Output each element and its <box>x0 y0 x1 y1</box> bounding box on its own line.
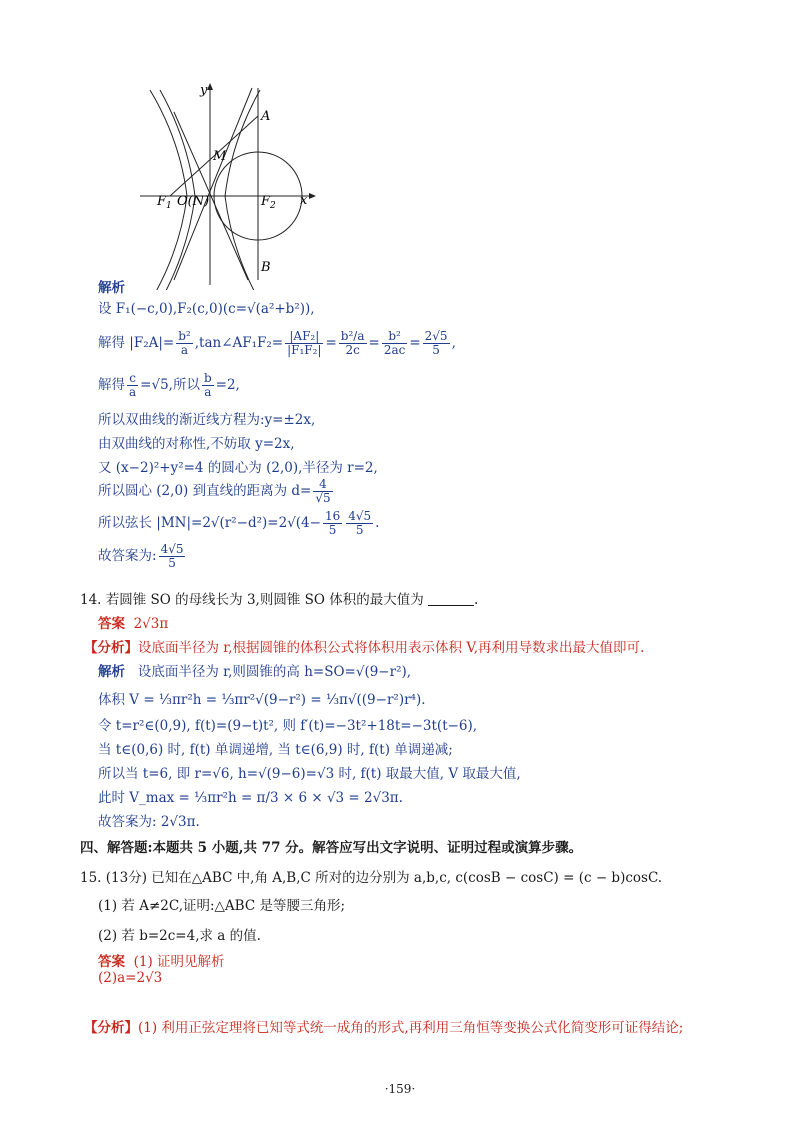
q14-solution-line6: 此时 V_max = ⅓πr²h = π/3 × 6 × √3 = 2√3π. <box>98 790 403 806</box>
y-axis-arrow <box>207 83 213 90</box>
q15-part1: (1) 若 A≠2C,证明:△ABC 是等腰三角形; <box>98 898 346 914</box>
sol13-line3: 解得 $\frac{c}{a}$ =√5,所以 $\frac{b}{a}$ =2, <box>98 371 240 399</box>
hyperbola-right-branch <box>225 90 260 290</box>
sol13-line1: 设 F₁(−c,0),F₂(c,0)(c=√(a²+b²)), <box>98 301 315 317</box>
label-M: M <box>213 149 227 164</box>
label-O: O(N) <box>177 194 210 209</box>
sol13-heading: 解析 <box>98 280 125 296</box>
q15-analysis: 【分析】(1) 利用正弦定理将已知等式统一成角的形式,再利用三角恒等变换公式化简变形可证得结论; <box>84 1020 684 1036</box>
q14-analysis: 【分析】设底面半径为 r,根据圆锥的体积公式将体积用表示体积 V,再利用导数求出最大值即可. <box>84 640 645 656</box>
label-F1: $F_1$ <box>157 194 172 211</box>
q14-solution-line1: 解析 设底面半径为 r,则圆锥的高 h=SO=√(9−r²), <box>98 664 412 680</box>
q14-solution-line5: 所以当 t=6, 即 r=√6, h=√(9−6)=√3 时, f(t) 取最大值, V 取最大值, <box>98 766 521 782</box>
label-A: A <box>261 109 271 124</box>
sol13-line8: 所以弦长 |MN|=2√(r²−d²)=2√(4− $\frac{16}{5}$ $\frac{4√5}{5}$ . <box>98 509 380 537</box>
sol13-line7: 所以圆心 (2,0) 到直线的距离为 d= $\frac{4}{√5}$ <box>98 477 331 505</box>
q14-stem: 14. 若圆锥 SO 的母线长为 3,则圆锥 SO 体积的最大值为 . <box>80 592 479 608</box>
q15-stem: 15. (13分) 已知在△ABC 中,角 A,B,C 所对的边分别为 a,b,c, c(cosB − cosC) = (c − b)cosC. <box>80 870 663 886</box>
q14-answer: 答案 2√3π <box>98 616 169 632</box>
sol13-line5: 由双曲线的对称性,不妨取 y=2x, <box>98 436 295 452</box>
sol13-line2: 解得 |F₂A|= $\frac{\text{b²}}{a}$ ,tan∠AF₁F₂= $\frac{\text{|AF₂|}}{\text{|F₁F₂|}}$ = $\frac{\text{b²/a}}{2c}$ = $\frac{\text{b²}}{2ac}$ = $\frac{2√5}{5}$ , <box>98 329 456 357</box>
sol13-line6: 又 (x−2)²+y²=4 的圆心为 (2,0),半径为 r=2, <box>98 460 378 476</box>
hyperbola-figure <box>140 80 325 290</box>
page-number: ·159· <box>384 1082 416 1096</box>
q14-solution-line2: 体积 V = ⅓πr²h = ⅓πr²√(9−r²) = ⅓π√((9−r²)r⁴). <box>98 692 426 708</box>
sol13-line4: 所以双曲线的渐近线方程为:y=±2x, <box>98 412 316 428</box>
hyperbola-left-branch <box>150 90 187 290</box>
q15-answer: 答案 (1) 证明见解析 <box>98 954 225 970</box>
q14-solution-line3: 令 t=r²∈(0,9), f(t)=(9−t)t², 则 f′(t)=−3t²+18t=−3t(t−6), <box>98 718 478 734</box>
q14-solution-line7: 故答案为: 2√3π. <box>98 814 200 830</box>
label-B: B <box>261 260 271 275</box>
label-F2: $F_2$ <box>261 194 276 211</box>
q15-part2: (2) 若 b=2c=4,求 a 的值. <box>98 928 261 944</box>
x-axis-arrow <box>309 193 316 199</box>
q15-answer-2: (2)a=2√3 <box>98 970 163 986</box>
label-y: y <box>200 83 208 98</box>
q14-solution-line4: 当 t∈(0,6) 时, f(t) 单调递增, 当 t∈(6,9) 时, f(t) 单调递减; <box>98 742 453 758</box>
section4-heading: 四、解答题:本题共 5 小题,共 77 分。解答应写出文字说明、证明过程或演算步骤。 <box>80 840 583 856</box>
sol13-answer: 故答案为: $\frac{4√5}{5}$ <box>98 542 184 570</box>
q14-blank <box>428 605 474 606</box>
label-x: x <box>300 193 308 208</box>
